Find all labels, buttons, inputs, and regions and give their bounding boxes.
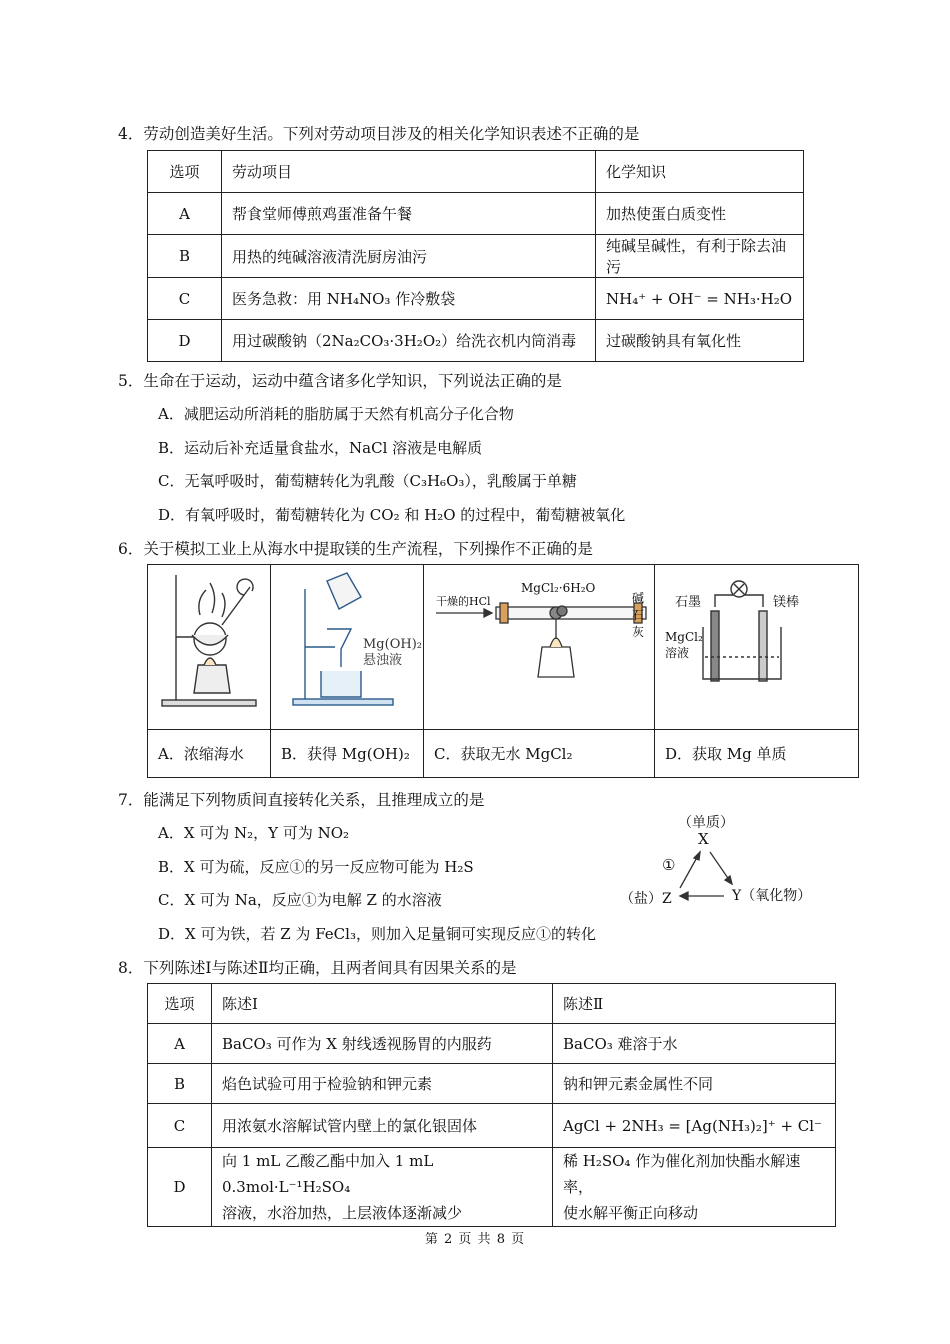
table-row: [148, 1104, 836, 1148]
single-substance-label: （单质）: [678, 815, 734, 831]
apparatus-c: [424, 565, 655, 730]
graphite-label: 石墨: [675, 595, 702, 610]
evaporation-dish-icon: [148, 565, 270, 725]
row-option: B: [148, 1064, 212, 1104]
q8-stem: 8．下列陈述Ⅰ与陈述Ⅱ均正确，且两者间具有因果关系的是: [118, 959, 517, 977]
q5-option-d: D．有氧呼吸时，葡萄糖转化为 CO₂ 和 H₂O 的过程中，葡萄糖被氧化: [158, 506, 626, 524]
row-item: 用过碳酸钠（2Na₂CO₃·3H₂O₂）给洗衣机内筒消毒: [222, 320, 596, 362]
table-row: [148, 1024, 836, 1064]
mgoh2-label: Mg(OH)₂: [363, 637, 422, 652]
caption-b: B．获得 Mg(OH)₂: [271, 730, 424, 778]
table-row: [148, 193, 804, 235]
q5-option-a: A．减肥运动所消耗的脂肪属于天然有机高分子化合物: [158, 405, 514, 423]
mg-rod-label: 镁棒: [773, 595, 800, 610]
q5-option-b: B．运动后补充适量食盐水，NaCl 溶液是电解质: [158, 439, 483, 457]
apparatus-a: [148, 565, 271, 730]
row-statement-2: AgCl + 2NH₃ = [Ag(NH₃)₂]⁺ + Cl⁻: [553, 1104, 836, 1148]
apparatus-d: [655, 565, 859, 730]
q4-table: [147, 150, 804, 362]
q5-stem: 5．生命在于运动，运动中蕴含诸多化学知识，下列说法正确的是: [118, 372, 562, 390]
statement-2-line-1: 稀 H₂SO₄ 作为催化剂加快酯水解速率，: [563, 1152, 801, 1196]
suspension-label: 悬浊液: [363, 653, 403, 668]
row-statement-1: BaCO₃ 可作为 X 射线透视肠胃的内服药: [212, 1024, 553, 1064]
row-option: D: [148, 1148, 212, 1227]
solution-label: 溶液: [665, 646, 690, 660]
row-statement-1: 焰色试验可用于检验钠和钾元素: [212, 1064, 553, 1104]
caption-d: D．获取 Mg 单质: [655, 730, 859, 778]
q4-header-opt: 选项: [148, 151, 222, 193]
q8-header-opt: 选项: [148, 984, 212, 1024]
soda-lime-label: 碱石灰: [632, 591, 645, 639]
row-option: D: [148, 320, 222, 362]
table-row: [148, 1148, 836, 1227]
row-statement-1: [212, 1148, 553, 1227]
row-statement-2: 钠和钾元素金属性不同: [553, 1064, 836, 1104]
q6-table: [147, 564, 859, 778]
q7-option-b: B．X 可为硫，反应①的另一反应物可能为 H₂S: [158, 858, 474, 876]
row-knowledge: 过碳酸钠具有氧化性: [596, 320, 804, 362]
row-option: C: [148, 278, 222, 320]
q4-stem: 4．劳动创造美好生活。下列对劳动项目涉及的相关化学知识表述不正确的是: [118, 125, 640, 143]
row-item: 医务急救：用 NH₄NO₃ 作冷敷袋: [222, 278, 596, 320]
q4-header-know: 化学知识: [596, 151, 804, 193]
q7-option-a: A．X 可为 N₂，Y 可为 NO₂: [158, 824, 350, 842]
row-knowledge: 纯碱呈碱性，有利于除去油污: [596, 235, 804, 278]
row-option: A: [148, 193, 222, 235]
row-knowledge: 加热使蛋白质变性: [596, 193, 804, 235]
caption-c: C．获取无水 MgCl₂: [424, 730, 655, 778]
table-row: [148, 278, 804, 320]
q7-option-c: C．X 可为 Na，反应①为电解 Z 的水溶液: [158, 891, 442, 909]
row-statement-2: BaCO₃ 难溶于水: [553, 1024, 836, 1064]
row-option: C: [148, 1104, 212, 1148]
row-option: A: [148, 1024, 212, 1064]
statement-1-line-2: 溶液，水浴加热，上层液体逐渐减少: [222, 1204, 463, 1222]
q8-header-s1: 陈述Ⅰ: [212, 984, 553, 1024]
row-item: 帮食堂师傅煎鸡蛋准备午餐: [222, 193, 596, 235]
mgcl2-6h2o-label: MgCl₂·6H₂O: [521, 581, 596, 595]
q4-header-item: 劳动项目: [222, 151, 596, 193]
q7-stem: 7．能满足下列物质间直接转化关系，且推理成立的是: [118, 791, 485, 809]
q7-option-d: D．X 可为铁，若 Z 为 FeCl₃，则加入足量铜可实现反应①的转化: [158, 925, 596, 943]
statement-2-line-2: 使水解平衡正向移动: [563, 1204, 699, 1222]
q6-stem: 6．关于模拟工业上从海水中提取镁的生产流程，下列操作不正确的是: [118, 540, 593, 558]
mgcl2-label: MgCl₂: [665, 630, 703, 644]
dry-hcl-label: 干燥的HCl: [436, 595, 491, 608]
row-option: B: [148, 235, 222, 278]
row-knowledge: NH₄⁺ + OH⁻ = NH₃·H₂O: [596, 278, 804, 320]
reaction-1-label: ①: [662, 856, 676, 874]
z-label: （盐）Z: [620, 891, 672, 907]
caption-a: A．浓缩海水: [148, 730, 271, 778]
row-statement-2: [553, 1148, 836, 1227]
x-label: X: [698, 830, 709, 848]
table-row: [148, 235, 804, 278]
row-item: 用热的纯碱溶液清洗厨房油污: [222, 235, 596, 278]
page-footer: 第 2 页 共 8 页: [424, 1232, 526, 1247]
q5-option-c: C．无氧呼吸时，葡萄糖转化为乳酸（C₃H₆O₃），乳酸属于单糖: [158, 472, 577, 490]
table-row: [148, 1064, 836, 1104]
table-row: [148, 320, 804, 362]
y-label: Y（氧化物）: [732, 888, 812, 904]
q8-table: [147, 983, 836, 1227]
q7-triangle-diagram: [620, 810, 840, 920]
row-statement-1: 用浓氨水溶解试管内壁上的氯化银固体: [212, 1104, 553, 1148]
apparatus-b: [271, 565, 424, 730]
q8-header-s2: 陈述Ⅱ: [553, 984, 836, 1024]
statement-1-line-1: 向 1 mL 乙酸乙酯中加入 1 mL 0.3mol·L⁻¹H₂SO₄: [222, 1152, 434, 1196]
